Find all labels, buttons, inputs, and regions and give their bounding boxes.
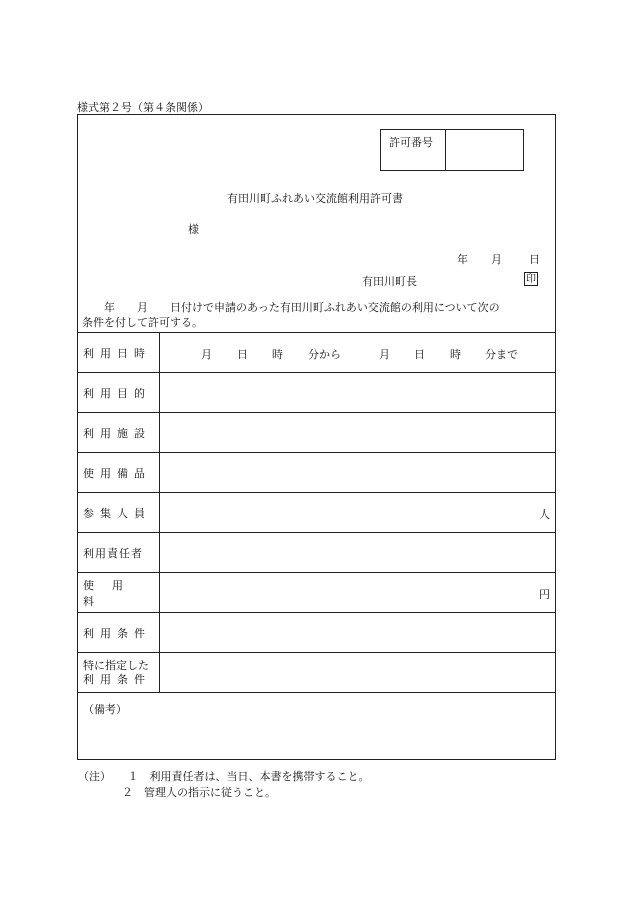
value-conditions[interactable] <box>160 613 556 652</box>
schedule-minute-from: 分から <box>308 348 341 361</box>
note-2: ２ 管理人の指示に従うこと。 <box>122 786 276 799</box>
value-fee[interactable] <box>160 573 556 612</box>
row-responsible <box>77 532 556 572</box>
row-special-conditions <box>77 652 556 692</box>
schedule-month-from: 月 <box>201 348 212 361</box>
addressee-honorific: 様 <box>188 223 199 236</box>
permit-number-divider <box>445 130 446 170</box>
row-fee <box>77 572 556 612</box>
value-usage-datetime[interactable] <box>160 333 556 372</box>
label-facility: 利用施設 <box>77 413 160 452</box>
date-year-label: 年 <box>457 253 468 266</box>
value-attendees[interactable] <box>160 493 556 532</box>
row-purpose <box>77 372 556 412</box>
note-1: （注） １ 利用責任者は、当日、本書を携帯すること。 <box>78 770 370 783</box>
label-remarks: （備考） <box>83 703 127 716</box>
schedule-hour-to: 時 <box>450 348 461 361</box>
label-fee: 使用料 <box>77 573 160 612</box>
schedule-day-from: 日 <box>237 348 248 361</box>
date-day-label: 日 <box>529 253 540 266</box>
permit-number-box <box>380 129 524 171</box>
row-attendees <box>77 492 556 532</box>
label-purpose: 利用目的 <box>77 373 160 412</box>
label-equipment: 使用備品 <box>77 453 160 492</box>
intro-text <box>82 300 552 330</box>
row-conditions <box>77 612 556 652</box>
unit-people: 人 <box>539 508 550 521</box>
label-conditions: 利用条件 <box>77 613 160 652</box>
schedule-minute-to: 分まで <box>485 348 518 361</box>
unit-yen: 円 <box>539 588 550 601</box>
seal-mark: 印 <box>526 274 536 285</box>
notes <box>78 769 370 801</box>
value-facility[interactable] <box>160 413 556 452</box>
label-attendees: 参集人員 <box>77 493 160 532</box>
form-number: 様式第２号（第４条関係） <box>77 101 209 114</box>
value-equipment[interactable] <box>160 453 556 492</box>
value-special-conditions[interactable] <box>160 653 556 692</box>
date-month-label: 月 <box>491 253 502 266</box>
row-facility <box>77 412 556 452</box>
label-responsible: 利用責任者 <box>77 533 160 572</box>
usage-table <box>77 332 556 761</box>
value-purpose[interactable] <box>160 373 556 412</box>
intro-line-2: 条件を付して許可する。 <box>82 316 203 329</box>
schedule-hour-from: 時 <box>272 348 283 361</box>
schedule-month-to: 月 <box>379 348 390 361</box>
row-usage-datetime <box>77 332 556 372</box>
document-title: 有田川町ふれあい交流館利用許可書 <box>227 192 403 205</box>
label-special-conditions: 特に指定した 利用条件 <box>77 653 160 692</box>
schedule-day-to: 日 <box>414 348 425 361</box>
row-equipment <box>77 452 556 492</box>
value-responsible[interactable] <box>160 533 556 572</box>
intro-line-1: 年 月 日付けで申請のあった有田川町ふれあい交流館の利用について次の <box>82 301 500 314</box>
issuer-name: 有田川町長 <box>362 275 417 288</box>
label-usage-datetime: 利用日時 <box>77 333 160 372</box>
permit-number-label: 許可番号 <box>389 136 433 149</box>
row-remarks[interactable] <box>77 692 556 761</box>
